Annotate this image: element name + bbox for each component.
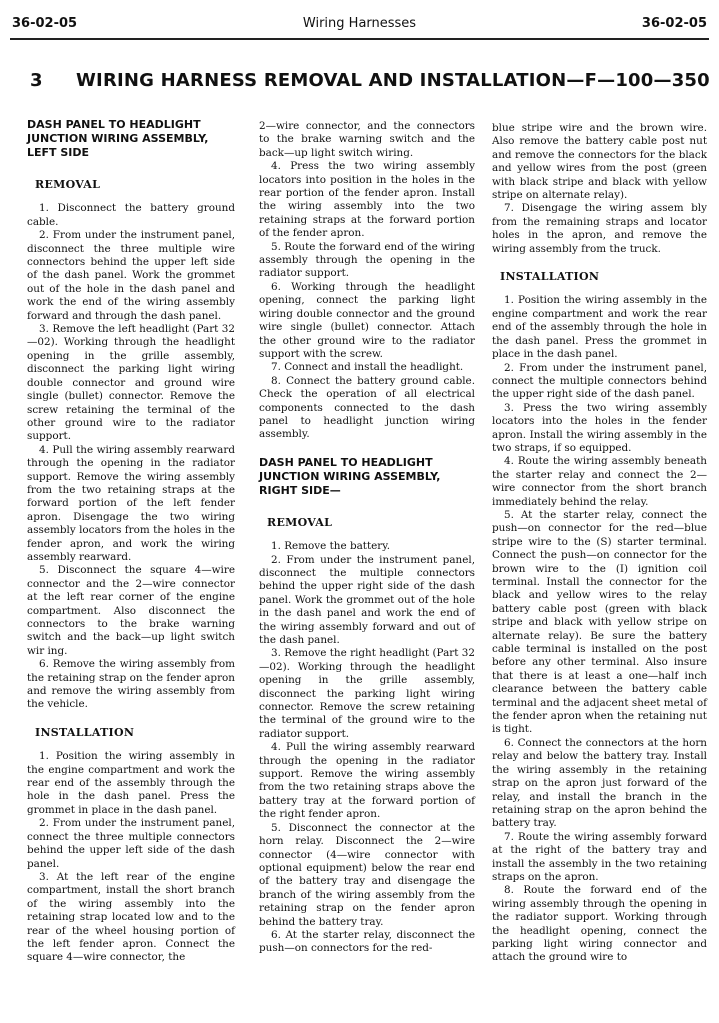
paragraph: 1. Remove the battery. (271, 540, 391, 553)
paragraph: 5. At the starter relay, connect the push—on connector for the red—blue stripe wire to the (S) starter terminal. Connect the push—on connector for the brown wire to the (I) ignition coil terminal. Install the connector for the black and yellow wires to the relay battery cable post (green with black stripe and black with yellow stripe on alternate relay). Be sure the battery cable terminal is installed on the post before any other terminal. Also insure that there is at least a one—half inch clearance between the battery cable terminal and the adjacent sheet metal of the fender apron when the retaining nut is tight. (492, 508, 707, 736)
paragraph: 1. Disconnect the battery ground cable. (27, 202, 235, 228)
paragraph: 3. Press the two wiring assembly locators into the holes in the fender apron. Install the wiring assembly in the two straps, if so equipped. (492, 401, 707, 454)
page-header (0, 14, 719, 38)
subsection-heading-right-side: DASH PANEL TO HEADLIGHT JUNCTION WIRING ASSEMBLY, RIGHT SIDE— (259, 455, 441, 497)
header-title: Wiring Harnesses (302, 16, 417, 31)
paragraph: 2. From under the instrument panel, disconnect the multiple connectors behind the upper right side of the dash panel. Work the grommet out of the hole in the dash panel and work the end of the wiring assembly forward and out of the dash panel. (259, 553, 475, 646)
installation-heading: INSTALLATION (35, 725, 135, 739)
removal-heading: REMOVAL (35, 178, 101, 191)
installation-heading: INSTALLATION (500, 270, 600, 284)
subsection-heading-left-side: DASH PANEL TO HEADLIGHT JUNCTION WIRING ASSEMBLY, LEFT SIDE (27, 118, 209, 159)
paragraph: 4. Pull the wiring assembly rearward through the opening in the radiator support. Remove the wiring assembly from the two retaining straps at the forward portion of the left fender apron. Disengage the two wiring assembly locators from the holes in the fender apron, and work the wiring assembly rearward. (27, 443, 235, 563)
column-2 (259, 120, 475, 956)
paragraph: 3. Remove the right headlight (Part 32—02). Working through the headlight opening in the grille assembly, disconnect the parking light wiring connector. Remove the screw retaining the terminal of the ground wire to the radiator support. (259, 647, 475, 740)
paragraph: 6. Working through the headlight opening, connect the parking light wiring double connector and the ground wire single (bullet) connector. Attach the other ground wire to the radiator support with the screw. (259, 280, 475, 360)
paragraph: blue stripe wire and the brown wire. Also remove the battery cable post nut and remove the connectors for the black and yellow wires from the post (green with black stripe and black with yellow stripe on alternate relay). (492, 122, 707, 202)
removal-heading: REMOVAL (267, 515, 333, 529)
paragraph: 1. Position the wiring assembly in the engine compartment and work the rear end of the assembly through the hole in the dash panel. Press the grommet in place in the dash panel. (27, 750, 235, 816)
paragraph: 6. Connect the connectors at the horn relay and below the battery tray. Install the wiring assembly in the retaining strap on the apron just forward of the relay, and install the branch in the retaining strap on the apron behind the battery tray. (492, 736, 707, 830)
paragraph: 7. Connect and install the headlight. (271, 361, 464, 374)
paragraph: 5. Disconnect the connector at the horn relay. Disconnect the 2—wire connector (4—wire connector with optional equipment) below the rear end of the battery tray and disengage the branch of the wiring assembly from the retaining strap on the fender apron behind the battery tray. (259, 821, 475, 928)
paragraph: 2. From under the instrument panel, connect the multiple connectors behind the upper right side of the dash panel. (492, 361, 707, 401)
page-number-left: 36-02-05 (12, 16, 78, 31)
paragraph: 6. At the starter relay, disconnect the push—on connectors for the red- (259, 928, 475, 955)
paragraph: 7. Route the wiring assembly forward at the right of the battery tray and install the assembly in the two retaining straps on the apron. (492, 830, 707, 883)
section-number: 3 (30, 70, 43, 91)
paragraph: 2. From under the instrument panel, connect the three multiple connectors behind the upper left side of the dash panel. (27, 817, 235, 870)
paragraph: 5. Route the forward end of the wiring assembly through the opening in the radiator support. (259, 240, 475, 280)
column-3 (492, 122, 707, 965)
paragraph: 5. Disconnect the square 4—wire connector and the 2—wire connector at the left rear corner of the engine compartment. Also disconnect the connectors to the brake warning switch and the back—up light switch wir ing. (27, 564, 235, 657)
header-rule (10, 38, 709, 40)
paragraph: 3. At the left rear of the engine compartment, install the short branch of the wiring assembly into the retaining strap located low and to the rear of the wheel housing portion of the left fender apron. Connect the square 4—wire connector, the (27, 870, 235, 964)
column-1 (27, 118, 235, 965)
section-title-text: WIRING HARNESS REMOVAL AND INSTALLATION—F—100—350 (76, 70, 710, 91)
page-number-right: 36-02-05 (641, 16, 707, 31)
paragraph: 1. Position the wiring assembly in the engine compartment and work the rear end of the assembly through the hole in the dash panel. Press the grommet in place in the dash panel. (492, 294, 707, 361)
section-title (30, 70, 710, 91)
paragraph: 4. Press the two wiring assembly locators into position in the holes in the rear portion of the fender apron. Install the wiring assembly into the two retaining straps at the forward portion of the fender apron. (259, 160, 475, 240)
paragraph: 4. Route the wiring assembly beneath the starter relay and connect the 2—wire connector from the short branch immediately behind the relay. (492, 455, 707, 508)
paragraph: 2—wire connector, and the connectors to the brake warning switch and the back—up light switch wiring. (259, 120, 475, 159)
paragraph: 8. Connect the battery ground cable. Check the operation of all electrical components connected to the dash panel to headlight junction wiring assembly. (259, 374, 475, 441)
paragraph: 6. Remove the wiring assembly from the retaining strap on the fender apron and remove the wiring assembly from the vehicle. (27, 658, 235, 711)
paragraph: 8. Route the forward end of the wiring assembly through the opening in the radiator support. Working through the headlight opening, connect the parking light wiring connector and attach the ground wire to (492, 884, 707, 964)
paragraph: 2. From under the instrument panel, disconnect the three multiple wire connectors behind the upper left side of the dash panel. Work the grommet out of the hole in the dash panel and work the end of the wiring assembly forward and through the dash panel. (27, 229, 235, 322)
paragraph: 7. Disengage the wiring assem bly from the remaining straps and locator holes in the apron, and remove the wiring assembly from the truck. (492, 202, 707, 255)
paragraph: 4. Pull the wiring assembly rearward through the opening in the radiator support. Remove the wiring assembly from the two retaining straps above the battery tray at the forward portion of the right fender apron. (259, 741, 475, 821)
paragraph: 3. Remove the left headlight (Part 32—02). Working through the headlight opening in the grille assembly, disconnect the parking light wiring double connector and ground wire single (bullet) connector. Remove the screw retaining the terminal of the other ground wire to the radiator support. (27, 323, 235, 443)
